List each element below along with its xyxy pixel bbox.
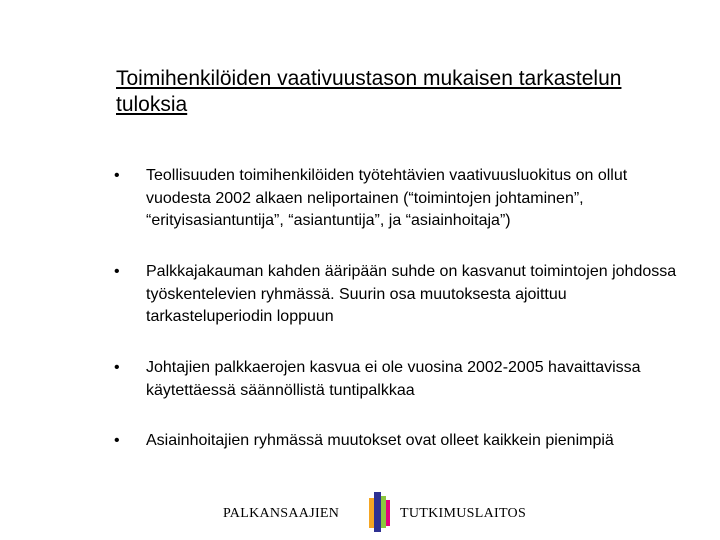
logo-bar-orange (369, 498, 374, 528)
bullet-item (112, 430, 702, 453)
bullet-marker: • (114, 359, 120, 376)
bullet-item (112, 261, 702, 329)
bullet-item (112, 357, 702, 402)
logo-bar-blue (374, 492, 381, 532)
footer-left-text: PALKANSAAJIEN (223, 506, 340, 521)
bullet-marker: • (114, 263, 120, 280)
bullet-text: Palkkajakauman kahden ääripään suhde on kasvanut toimintojen johdossa työskentelevien ryhmässä. Suurin osa muutoksesta ajoittuu tarkasteluperiodin loppuun (146, 263, 677, 325)
bullet-text: Teollisuuden toimihenkilöiden työtehtävien vaativuusluokitus on ollut vuodesta 2002 alkaen neliportainen (“toimintojen johtaminen”, “erityisasiantuntija”, “asiantuntija”, ja “asiainhoitaja”) (146, 167, 628, 229)
footer-right-text: TUTKIMUSLAITOS (400, 506, 527, 521)
bullet-text: Johtajien palkkaerojen kasvua ei ole vuosina 2002-2005 havaittavissa käytettäessä säännöllistä tuntipalkkaa (146, 359, 641, 399)
slide-title: Toimihenkilöiden vaativuustason mukaisen tarkastelun tuloksia (116, 67, 622, 116)
logo-bar-green (381, 496, 386, 528)
bullet-marker: • (114, 432, 120, 449)
institute-logo (365, 492, 393, 532)
bullet-text: Asiainhoitajien ryhmässä muutokset ovat olleet kaikkein pienimpiä (146, 432, 614, 449)
bullet-marker: • (114, 167, 120, 184)
bullet-item (112, 165, 702, 233)
logo-bar-magenta (386, 500, 390, 526)
